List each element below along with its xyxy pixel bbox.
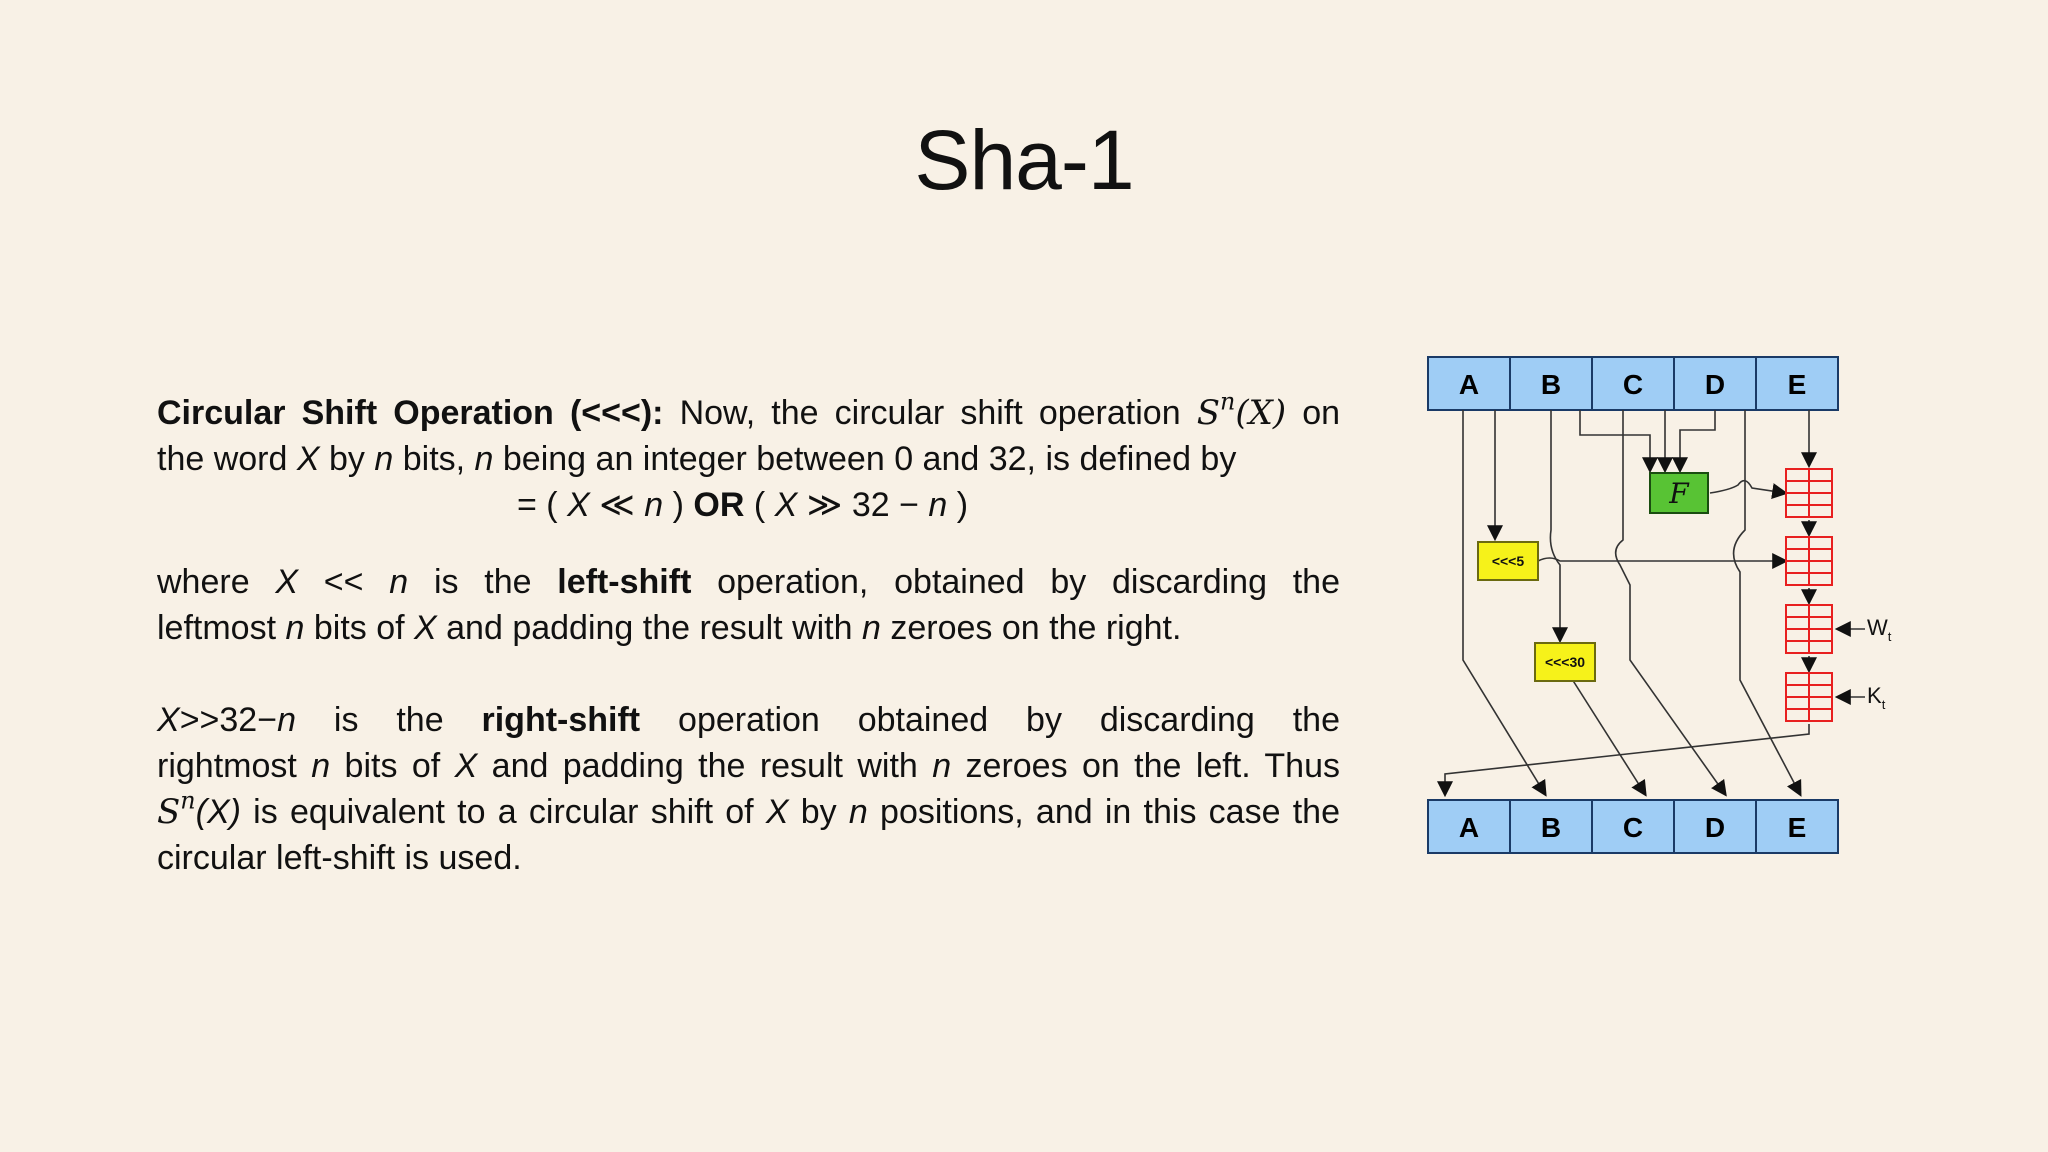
p3-x2: X bbox=[454, 747, 478, 785]
f-n1: n bbox=[644, 486, 664, 524]
p2-x2: X bbox=[414, 609, 437, 647]
top-register-b-label: B bbox=[1540, 369, 1562, 400]
p1-l2-a: the word bbox=[157, 440, 297, 478]
top-register-a-label: A bbox=[1458, 369, 1480, 400]
p2-a: where bbox=[157, 563, 276, 601]
line-d-to-f bbox=[1680, 410, 1715, 470]
p3-x: X bbox=[157, 701, 180, 739]
paragraph-left-shift bbox=[157, 559, 1340, 651]
p3-f: and padding the result with bbox=[477, 747, 933, 785]
w-input-label bbox=[1867, 615, 1892, 644]
f-d: 32 − bbox=[851, 486, 929, 524]
bottom-register-d-label: D bbox=[1704, 812, 1726, 843]
paragraph-circular-shift bbox=[157, 387, 1341, 528]
line-b-to-f bbox=[1580, 410, 1650, 470]
p2-n2: n bbox=[285, 609, 305, 647]
p1-l2-d: being an integer between 0 and 32, is defined by bbox=[493, 440, 1237, 478]
k-subscript: t bbox=[1881, 697, 1886, 712]
p2-n: n bbox=[389, 563, 409, 601]
f-x2: X bbox=[774, 486, 798, 524]
p1-line-1 bbox=[157, 387, 1341, 436]
rot30-label: <<<30 bbox=[1544, 654, 1586, 670]
p1-l2-x: X bbox=[296, 440, 320, 478]
p3-n4: n bbox=[848, 793, 868, 831]
f-e: ) bbox=[947, 486, 969, 524]
line-c-to-bottom-d bbox=[1616, 410, 1725, 794]
p2-h: zeroes on the right. bbox=[880, 609, 1182, 647]
p2-n3: n bbox=[862, 609, 881, 647]
p2-bold: left-shift bbox=[557, 563, 692, 601]
f-op2: ≫ bbox=[797, 486, 852, 524]
paragraph-right-shift bbox=[157, 697, 1340, 881]
p3-e: bits of bbox=[330, 747, 455, 785]
line-f-to-adder bbox=[1710, 481, 1785, 493]
adder-1 bbox=[1786, 469, 1832, 517]
sha1-round-diagram bbox=[1420, 350, 1900, 860]
p3-s-argument: (X) bbox=[195, 793, 241, 831]
f-x1: X bbox=[567, 486, 590, 524]
k-input-label bbox=[1867, 683, 1886, 712]
shift-formula bbox=[157, 482, 1340, 528]
f-a: = ( bbox=[517, 486, 568, 524]
connector-lines bbox=[1445, 410, 1865, 794]
line-adder-to-bottom-a bbox=[1445, 724, 1809, 794]
p3-line-4 bbox=[157, 835, 1340, 881]
p1-l2-c: bits, bbox=[393, 440, 475, 478]
p3-s-superscript: n bbox=[180, 786, 196, 815]
p3-g: zeroes on the left. Thus bbox=[951, 747, 1340, 785]
p3-a: >>32− bbox=[179, 701, 278, 739]
w-subscript: t bbox=[1887, 629, 1892, 644]
p3-h: is equivalent to a circular shift of bbox=[240, 793, 766, 831]
bottom-register-a-label: A bbox=[1458, 812, 1480, 843]
top-registers bbox=[1428, 357, 1838, 410]
f-b: ) bbox=[663, 486, 694, 524]
p3-k: circular left-shift is used. bbox=[157, 839, 522, 877]
p3-line-1 bbox=[157, 697, 1340, 743]
s-argument: (X) bbox=[1235, 393, 1287, 433]
bottom-register-e-label: E bbox=[1787, 812, 1807, 843]
p2-line-2 bbox=[157, 605, 1340, 651]
f-n2: n bbox=[928, 486, 948, 524]
f-function-label: F bbox=[1669, 477, 1689, 510]
p2-c: is the bbox=[408, 563, 558, 601]
p1-l2-n2: n bbox=[474, 440, 494, 478]
s-symbol: S bbox=[1196, 393, 1221, 433]
adder-3 bbox=[1786, 605, 1832, 653]
p3-line-3 bbox=[157, 786, 1340, 835]
p1-l2-n: n bbox=[374, 440, 394, 478]
p3-bold: right-shift bbox=[481, 701, 641, 739]
s-superscript: n bbox=[1220, 387, 1236, 416]
rot5-label: <<<5 bbox=[1491, 553, 1525, 569]
top-register-e-label: E bbox=[1787, 369, 1807, 400]
p3-line-2 bbox=[157, 743, 1340, 789]
page-title: Sha-1 bbox=[914, 113, 1134, 207]
p3-n: n bbox=[277, 701, 296, 739]
bottom-register-c-label: C bbox=[1622, 812, 1644, 843]
p1-heading: Circular Shift Operation (<<<): bbox=[157, 394, 664, 432]
p3-c: operation obtained by discarding the bbox=[640, 701, 1340, 739]
bottom-register-b-label: B bbox=[1540, 812, 1562, 843]
adder-2 bbox=[1786, 537, 1832, 585]
p3-n2: n bbox=[311, 747, 331, 785]
p3-b: is the bbox=[296, 701, 482, 739]
line-rot30-to-bottom-c bbox=[1565, 668, 1645, 794]
top-register-d-label: D bbox=[1704, 369, 1726, 400]
k-letter: K bbox=[1867, 683, 1882, 708]
top-register-c-label: C bbox=[1622, 369, 1644, 400]
p3-i: by bbox=[788, 793, 849, 831]
p2-e: leftmost bbox=[157, 609, 286, 647]
p1-text: Now, the circular shift operation bbox=[663, 394, 1197, 432]
p3-d: rightmost bbox=[157, 747, 312, 785]
f-op1: ≪ bbox=[589, 486, 645, 524]
line-b-to-rot30 bbox=[1550, 410, 1560, 640]
p3-n3: n bbox=[932, 747, 952, 785]
p2-x: X bbox=[275, 563, 299, 601]
p2-f: bits of bbox=[304, 609, 415, 647]
p3-j: positions, and in this case the bbox=[867, 793, 1340, 831]
p2-d: operation, obtained by discarding the bbox=[691, 563, 1340, 601]
f-c: ( bbox=[744, 486, 775, 524]
line-a-to-bottom-b bbox=[1463, 410, 1545, 794]
w-letter: W bbox=[1867, 615, 1888, 640]
p1-l2-b: by bbox=[319, 440, 375, 478]
adder-4 bbox=[1786, 673, 1832, 721]
p3-x3: X bbox=[765, 793, 789, 831]
p3-s-symbol: S bbox=[157, 792, 181, 832]
p2-line-1 bbox=[157, 559, 1340, 605]
f-or: OR bbox=[693, 486, 745, 524]
p1-text-end: on bbox=[1286, 394, 1341, 432]
p2-g: and padding the result with bbox=[436, 609, 862, 647]
p2-b: << bbox=[298, 563, 390, 601]
bottom-registers bbox=[1428, 800, 1838, 853]
line-rot5-to-adder bbox=[1538, 558, 1785, 561]
p1-line-2 bbox=[157, 436, 1340, 482]
